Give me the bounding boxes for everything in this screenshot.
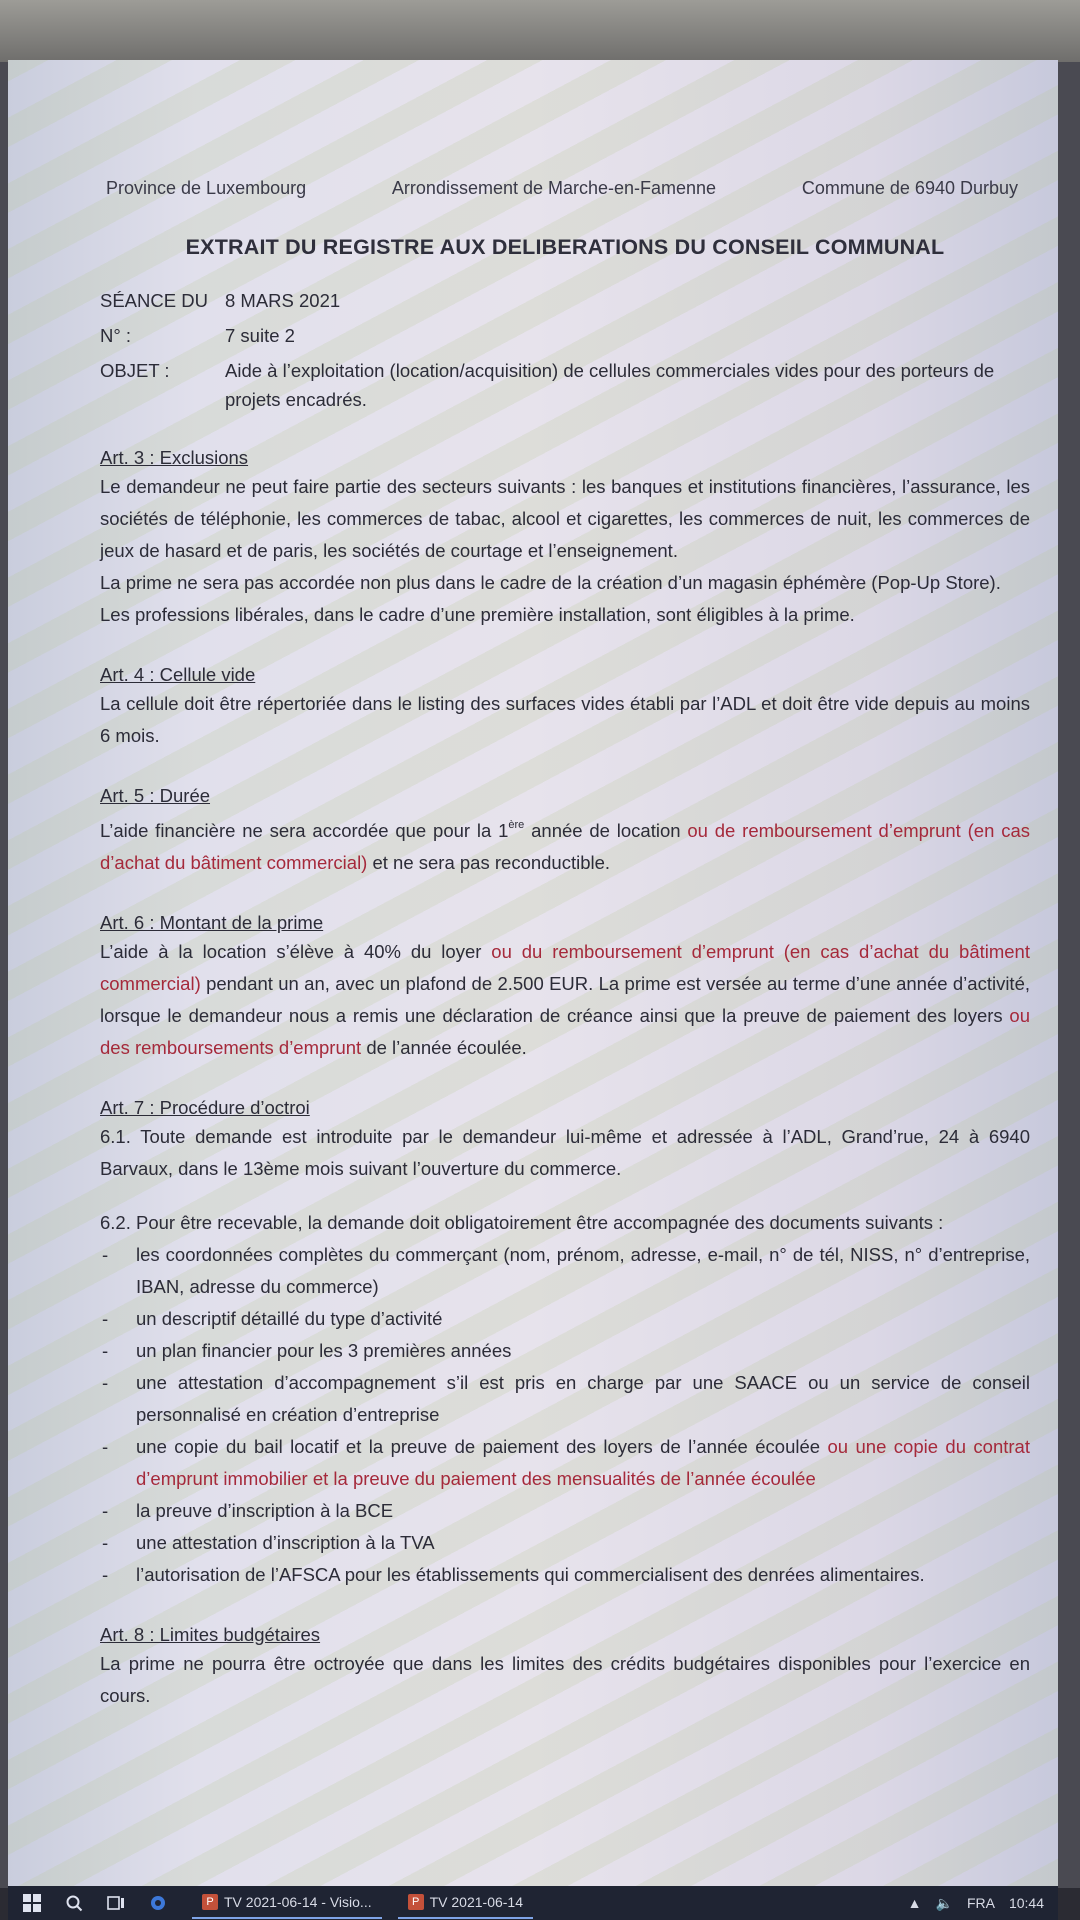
art8-title: Art. 8 : Limites budgétaires xyxy=(100,1624,321,1645)
header-arrondissement: Arrondissement de Marche-en-Famenne xyxy=(391,178,717,198)
list-item: - l’autorisation de l’AFSCA pour les établissements qui commercialisent des denrées alimentaires. xyxy=(100,1559,1030,1591)
art5-text-2: année de location xyxy=(524,820,688,841)
taskbar xyxy=(8,1886,1058,1920)
art5-superscript: ère xyxy=(508,819,525,831)
document-title: EXTRAIT DU REGISTRE AUX DELIBERATIONS DU CONSEIL COMMUNAL xyxy=(185,235,945,259)
art7-paragraph-6-2: 6.2. Pour être recevable, la demande doit obligatoirement être accompagnée des documents suivants : xyxy=(100,1212,944,1233)
art5-text-3: et ne sera pas reconductible. xyxy=(367,852,611,873)
art4-title: Art. 4 : Cellule vide xyxy=(100,664,256,685)
list-item: - la preuve d’inscription à la BCE xyxy=(100,1495,1030,1527)
monitor-top-bezel xyxy=(0,0,1080,62)
art8-paragraph: La prime ne pourra être octroyée que dans les limites des crédits budgétaires disponibles pour l’exercice en cours. xyxy=(100,1653,1030,1706)
meta-block xyxy=(100,286,1030,414)
art3-title: Art. 3 : Exclusions xyxy=(100,447,249,468)
start-button[interactable] xyxy=(14,1888,50,1918)
list-item: - une attestation d’inscription à la TVA xyxy=(100,1527,1030,1559)
art6-paragraph xyxy=(100,936,1030,1064)
taskbar-app-2-label: TV 2021-06-14 xyxy=(429,1894,524,1910)
header-province: Province de Luxembourg xyxy=(106,178,307,198)
task-view-icon[interactable] xyxy=(98,1888,134,1918)
art7-title: Art. 7 : Procédure d’octroi xyxy=(100,1097,310,1118)
art6-title: Art. 6 : Montant de la prime xyxy=(100,912,324,933)
clock[interactable]: 10:44 xyxy=(1008,1895,1044,1911)
art6-text-2: pendant un an, avec un plafond de 2.500 EUR. La prime est versée au terme d’une année d’activité, lorsque le demandeur nous a remis une déclaration de créance ainsi que la preuve de paiement des loyers xyxy=(100,973,1030,1026)
document-page xyxy=(100,120,1030,1712)
list-item: - les coordonnées complètes du commerçant (nom, prénom, adresse, e-mail, n° de tél, NISS, n° d’entreprise, IBAN, adresse du commerce) xyxy=(100,1239,1030,1303)
art4-paragraph-1: La cellule doit être répertoriée dans le listing des surfaces vides établi par l’ADL et doit être vide depuis au moins 6 mois. xyxy=(100,693,1030,746)
objet-value: Aide à l’exploitation (location/acquisition) de cellules commerciales vides pour des porteurs de projets encadrés. xyxy=(225,360,995,410)
language-indicator[interactable]: FRA xyxy=(966,1895,995,1911)
objet-label: OBJET : xyxy=(100,360,170,381)
taskbar-app-1[interactable] xyxy=(192,1887,382,1919)
presentation-app-icon: P xyxy=(202,1894,218,1910)
documents-list xyxy=(100,1239,1030,1591)
document-app-icon: P xyxy=(408,1894,424,1910)
art5-text-1: L’aide financière ne sera accordée que pour la 1 xyxy=(100,820,509,841)
list-item: - un descriptif détaillé du type d’activité xyxy=(100,1303,1030,1335)
art5-red-text: ou de remboursement d’emprunt (en cas d’achat du bâtiment commercial) xyxy=(100,820,1030,873)
list-item xyxy=(100,1431,1030,1495)
taskbar-app-2[interactable] xyxy=(398,1887,533,1919)
taskbar-app-1-label: TV 2021-06-14 - Visio... xyxy=(224,1894,372,1910)
list-item: - un plan financier pour les 3 premières années xyxy=(100,1335,1030,1367)
art5-paragraph xyxy=(100,809,1030,879)
list-item-text: une copie du bail locatif et la preuve de paiement des loyers de l’année écoulée xyxy=(136,1436,828,1457)
seance-label: SÉANCE DU xyxy=(100,290,208,311)
art6-red-text-2: ou des remboursements d’emprunt xyxy=(100,1005,1030,1058)
art5-title: Art. 5 : Durée xyxy=(100,785,211,806)
art3-paragraph-2: La prime ne sera pas accordée non plus dans le cadre de la création d’un magasin éphémère (Pop-Up Store). xyxy=(100,572,1001,593)
chevron-up-icon[interactable]: ▲ xyxy=(907,1895,922,1911)
seance-value: 8 MARS 2021 xyxy=(225,290,341,311)
list-item-red-text: ou une copie du contrat d’emprunt immobilier et la preuve du paiement des mensualités de l’année écoulée xyxy=(136,1436,1030,1489)
art3-paragraph-1: Le demandeur ne peut faire partie des secteurs suivants : les banques et institutions financières, l’assurance, les sociétés de téléphonie, les commerces de tabac, alcool et cigarettes, les commerces de nuit, les commerces de jeux de hasard et de paris, les sociétés de courtage et l’enseignement. xyxy=(100,476,1030,561)
search-icon[interactable] xyxy=(56,1888,92,1918)
art3-paragraph-3: Les professions libérales, dans le cadre d’une première installation, sont éligibles à la prime. xyxy=(100,604,855,625)
screen xyxy=(8,60,1058,1888)
windows-logo-icon xyxy=(23,1894,41,1912)
art6-red-text-1: ou du remboursement d’emprunt (en cas d’achat du bâtiment commercial) xyxy=(100,941,1030,994)
header-commune: Commune de 6940 Durbuy xyxy=(801,178,1018,198)
system-tray xyxy=(908,1895,1058,1912)
document-header xyxy=(106,178,1018,199)
number-label: N° : xyxy=(100,325,132,346)
browser-icon[interactable] xyxy=(140,1888,176,1918)
art7-paragraph-6-1: 6.1. Toute demande est introduite par le demandeur lui-même et adressée à l’ADL, Grand’rue, 24 à 6940 Barvaux, dans le 13ème mois suivant l’ouverture du commerce. xyxy=(100,1126,1030,1179)
volume-icon[interactable]: 🔈 xyxy=(935,1894,953,1911)
number-value: 7 suite 2 xyxy=(225,325,295,346)
art6-text-3: de l’année écoulée. xyxy=(361,1037,527,1058)
art6-text-1: L’aide à la location s’élève à 40% du loyer xyxy=(100,941,492,962)
list-item: - une attestation d’accompagnement s’il est pris en charge par une SAACE ou un service de conseil personnalisé en création d’entreprise xyxy=(100,1367,1030,1431)
